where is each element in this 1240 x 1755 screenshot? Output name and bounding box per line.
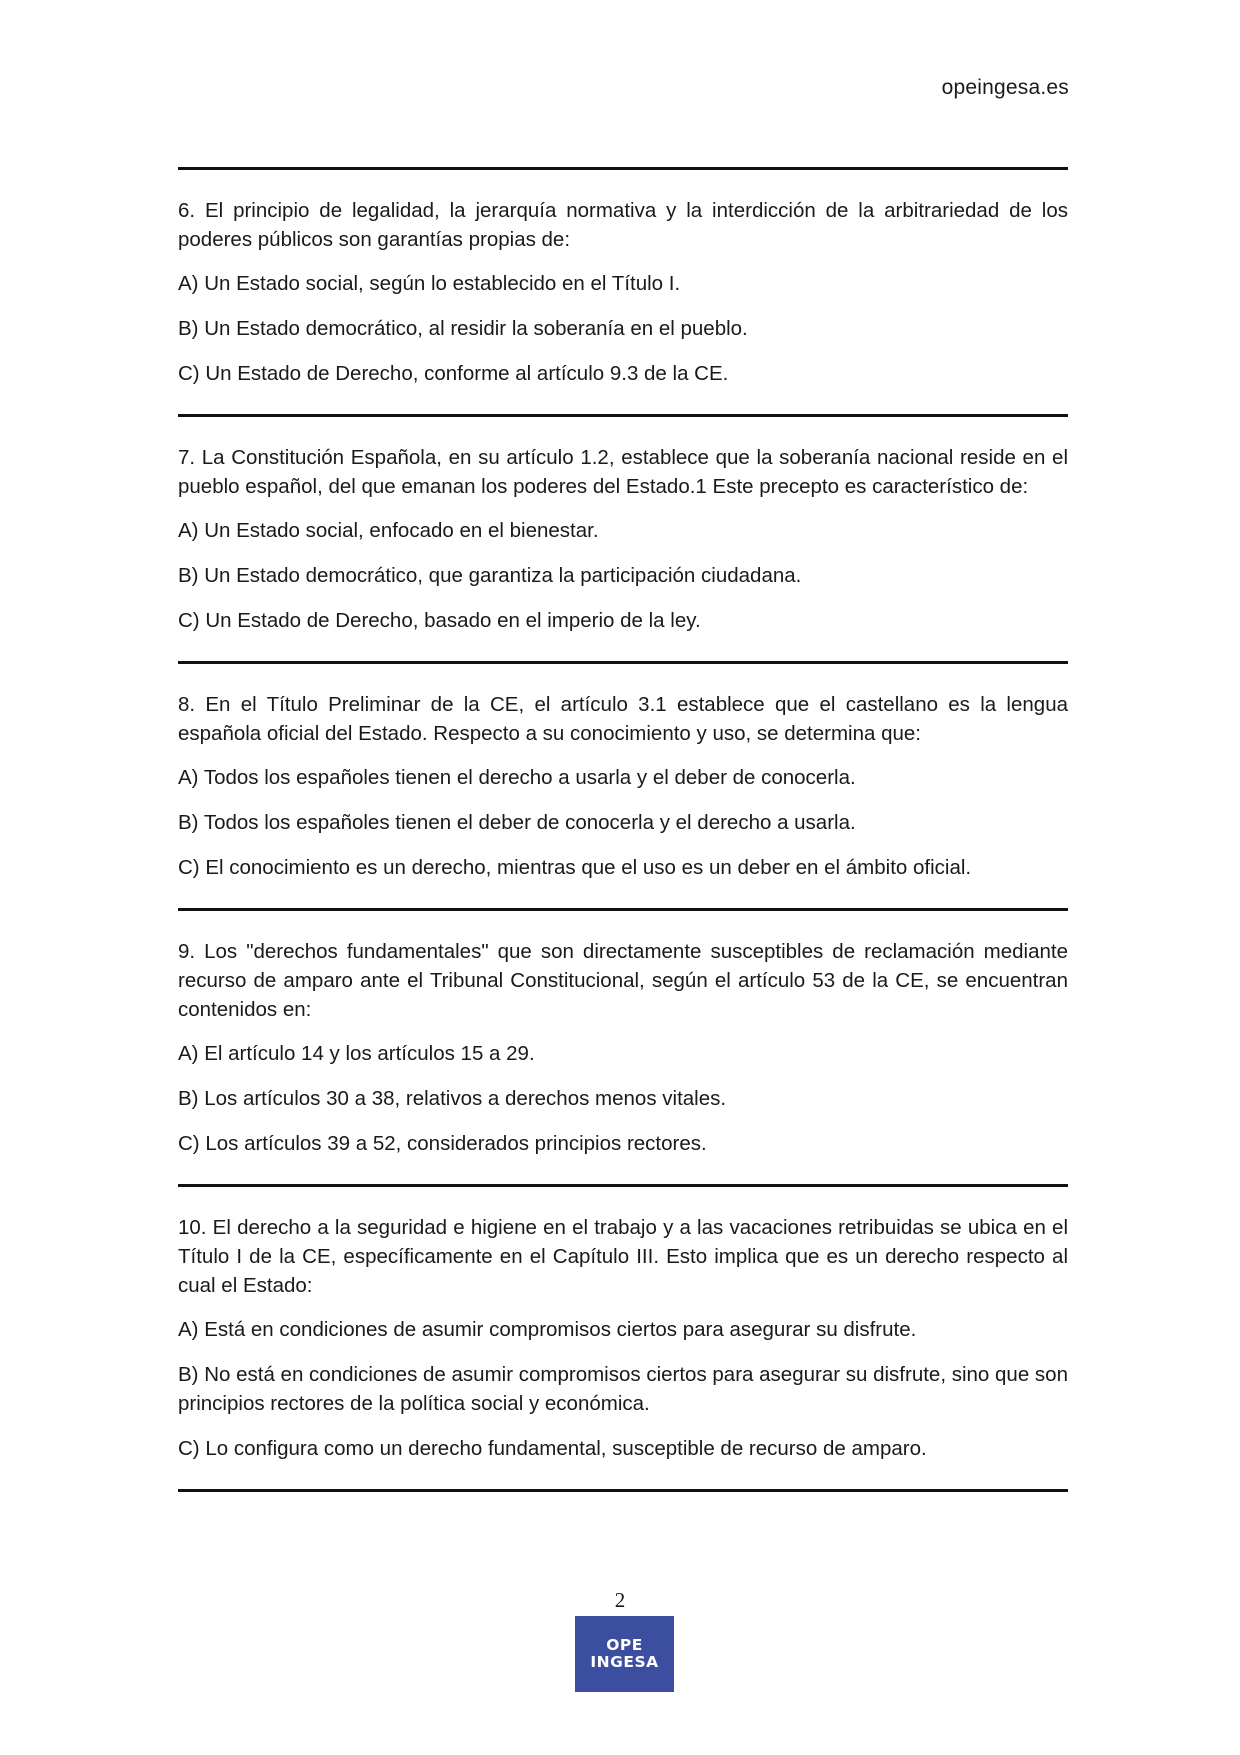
option-c: C) Los artículos 39 a 52, considerados principios rectores.: [178, 1132, 707, 1155]
option-a: A) El artículo 14 y los artículos 15 a 29.: [178, 1042, 535, 1065]
divider: [178, 1489, 1068, 1492]
option-a: A) Todos los españoles tienen el derecho a usarla y el deber de conocerla.: [178, 766, 856, 789]
option-a: A) Está en condiciones de asumir compromisos ciertos para asegurar su disfrute.: [178, 1318, 917, 1341]
option-c: C) Un Estado de Derecho, basado en el imperio de la ley.: [178, 609, 701, 632]
option-b: B) Los artículos 30 a 38, relativos a derechos menos vitales.: [178, 1087, 727, 1110]
question-9: [178, 911, 1068, 1184]
option-c: C) Un Estado de Derecho, conforme al artículo 9.3 de la CE.: [178, 362, 729, 385]
question-7: [178, 417, 1068, 661]
option-c: C) Lo configura como un derecho fundamental, susceptible de recurso de amparo.: [178, 1437, 927, 1460]
question-text: 6. El principio de legalidad, la jerarquía normativa y la interdicción de la arbitrariedad de los poderes públicos son garantías propias de:: [178, 199, 1068, 251]
question-10: [178, 1187, 1068, 1489]
option-a: A) Un Estado social, enfocado en el bienestar.: [178, 519, 599, 542]
option-a: A) Un Estado social, según lo establecido en el Título I.: [178, 272, 681, 295]
option-b: B) Un Estado democrático, que garantiza la participación ciudadana.: [178, 564, 802, 587]
option-b: B) No está en condiciones de asumir compromisos ciertos para asegurar su disfrute, sino que son principios rectores de la política social y económica.: [178, 1363, 1068, 1415]
question-list: [178, 167, 1068, 1492]
ope-ingesa-logo: [575, 1616, 674, 1692]
question-text: 8. En el Título Preliminar de la CE, el artículo 3.1 establece que el castellano es la lengua española oficial del Estado. Respecto a su conocimiento y uso, se determina que:: [178, 693, 1068, 745]
option-b: B) Todos los españoles tienen el deber de conocerla y el derecho a usarla.: [178, 811, 856, 834]
logo-line-1: OPE: [606, 1636, 643, 1654]
logo-line-2: INGESA: [590, 1653, 659, 1671]
page-number: 2: [614, 1588, 626, 1612]
question-text: 9. Los "derechos fundamentales" que son directamente susceptibles de reclamación mediante recurso de amparo ante el Tribunal Constitucional, según el artículo 53 de la CE, se encuentran contenidos en:: [178, 940, 1068, 1021]
question-8: [178, 664, 1068, 908]
site-url: opeingesa.es: [941, 76, 1069, 99]
option-b: B) Un Estado democrático, al residir la soberanía en el pueblo.: [178, 317, 748, 340]
question-text: 7. La Constitución Española, en su artículo 1.2, establece que la soberanía nacional reside en el pueblo español, del que emanan los poderes del Estado.1 Este precepto es característico de:: [178, 446, 1068, 498]
option-c: C) El conocimiento es un derecho, mientras que el uso es un deber en el ámbito oficial.: [178, 856, 972, 879]
question-6: [178, 170, 1068, 414]
question-text: 10. El derecho a la seguridad e higiene en el trabajo y a las vacaciones retribuidas se ubica en el Título I de la CE, específicamente en el Capítulo III. Esto implica que es un derecho respecto al cual el Estado:: [178, 1216, 1068, 1297]
